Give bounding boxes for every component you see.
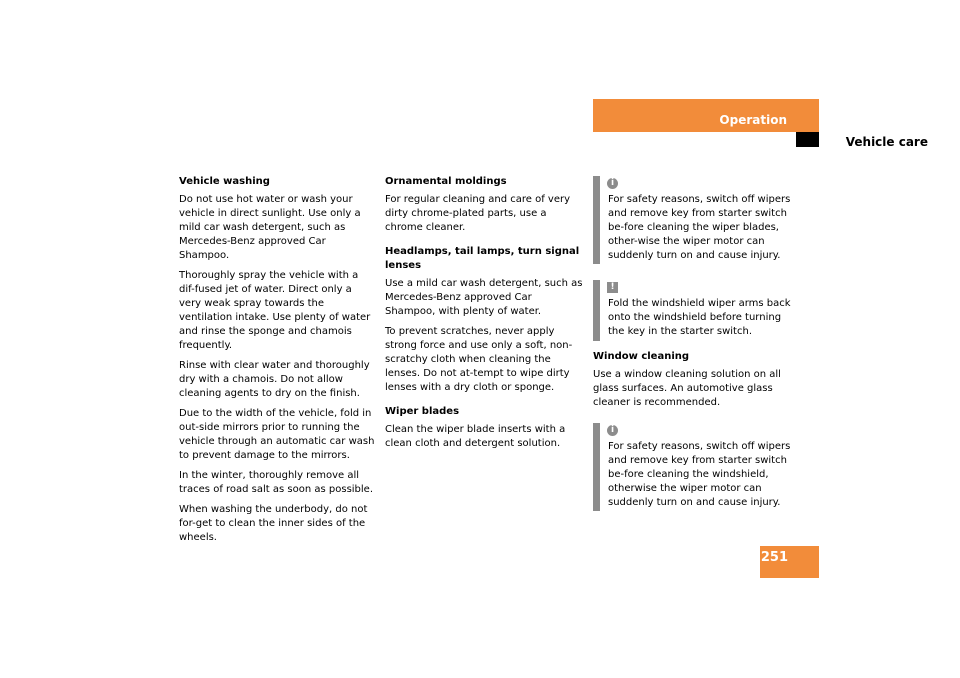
paragraph: Due to the width of the vehicle, fold in out-side mirrors prior to running the vehicle through an automatic car wash to prevent damage to the mirrors. (179, 408, 375, 461)
column-window-cleaning (593, 350, 793, 416)
heading-window-cleaning: Window cleaning (593, 351, 690, 362)
column-vehicle-washing (179, 175, 377, 551)
paragraph: When washing the underbody, do not for-get to clean the inner sides of the wheels. (179, 504, 368, 543)
page-number-box (760, 546, 819, 578)
note-bar (593, 280, 600, 341)
paragraph: Rinse with clear water and thoroughly dry with a chamois. Do not allow cleaning agents to dry on the finish. (179, 360, 370, 399)
warning-note-wiper-arms (593, 280, 793, 341)
paragraph: Clean the wiper blade inserts with a clean cloth and detergent solution. (385, 424, 566, 449)
heading-wiper-blades: Wiper blades (385, 406, 460, 417)
paragraph: Do not use hot water or wash your vehicle in direct sunlight. Use only a mild car wash detergent, such as Mercedes-Benz approved Car Shampoo. (179, 194, 361, 261)
info-icon: i (607, 178, 618, 189)
paragraph: Use a mild car wash detergent, such as Mercedes-Benz approved Car Shampoo, with plenty of water. (385, 278, 583, 317)
info-note-wiper-blades (593, 176, 793, 264)
paragraph: Use a window cleaning solution on all glass surfaces. An automotive glass cleaner is recommended. (593, 369, 781, 408)
section-header-box (593, 99, 819, 132)
note-bar (593, 423, 600, 511)
info-icon: i (607, 425, 618, 436)
paragraph: In the winter, thoroughly remove all traces of road salt as soon as possible. (179, 470, 374, 495)
column-moldings-lamps-wipers (385, 175, 583, 457)
note-text: For safety reasons, switch off wipers and remove key from starter switch be-fore cleaning the windshield, otherwise the wiper motor can suddenly turn on and cause injury. (608, 441, 791, 508)
paragraph: To prevent scratches, never apply strong force and use only a soft, non-scratchy cloth when cleaning the lenses. Do not at-tempt to wipe dirty lenses with a dry cloth or sponge. (385, 326, 573, 393)
info-note-windshield (593, 423, 793, 511)
paragraph: For regular cleaning and care of very dirty chrome-plated parts, use a chrome cleaner. (385, 194, 571, 233)
page-number: 251 (760, 550, 788, 565)
heading-ornamental-moldings: Ornamental moldings (385, 176, 507, 187)
heading-lamps: Headlamps, tail lamps, turn signal lenses (385, 246, 580, 271)
header-marker (796, 132, 819, 147)
section-title: Operation (719, 113, 787, 127)
note-text: For safety reasons, switch off wipers and remove key from starter switch be-fore cleaning the wiper blades, other-wise the wiper motor can suddenly turn on and cause injury. (608, 194, 791, 261)
heading-vehicle-washing: Vehicle washing (179, 176, 270, 187)
note-bar (593, 176, 600, 264)
warning-icon: ! (607, 282, 618, 293)
paragraph: Thoroughly spray the vehicle with a dif-fused jet of water. Direct only a very weak spray towards the ventilation intake. Use plenty of water and rinse the sponge and chamois frequently. (179, 270, 371, 351)
section-subtitle: Vehicle care (845, 135, 928, 149)
note-text: Fold the windshield wiper arms back onto the windshield before turning the key in the starter switch. (608, 298, 791, 337)
